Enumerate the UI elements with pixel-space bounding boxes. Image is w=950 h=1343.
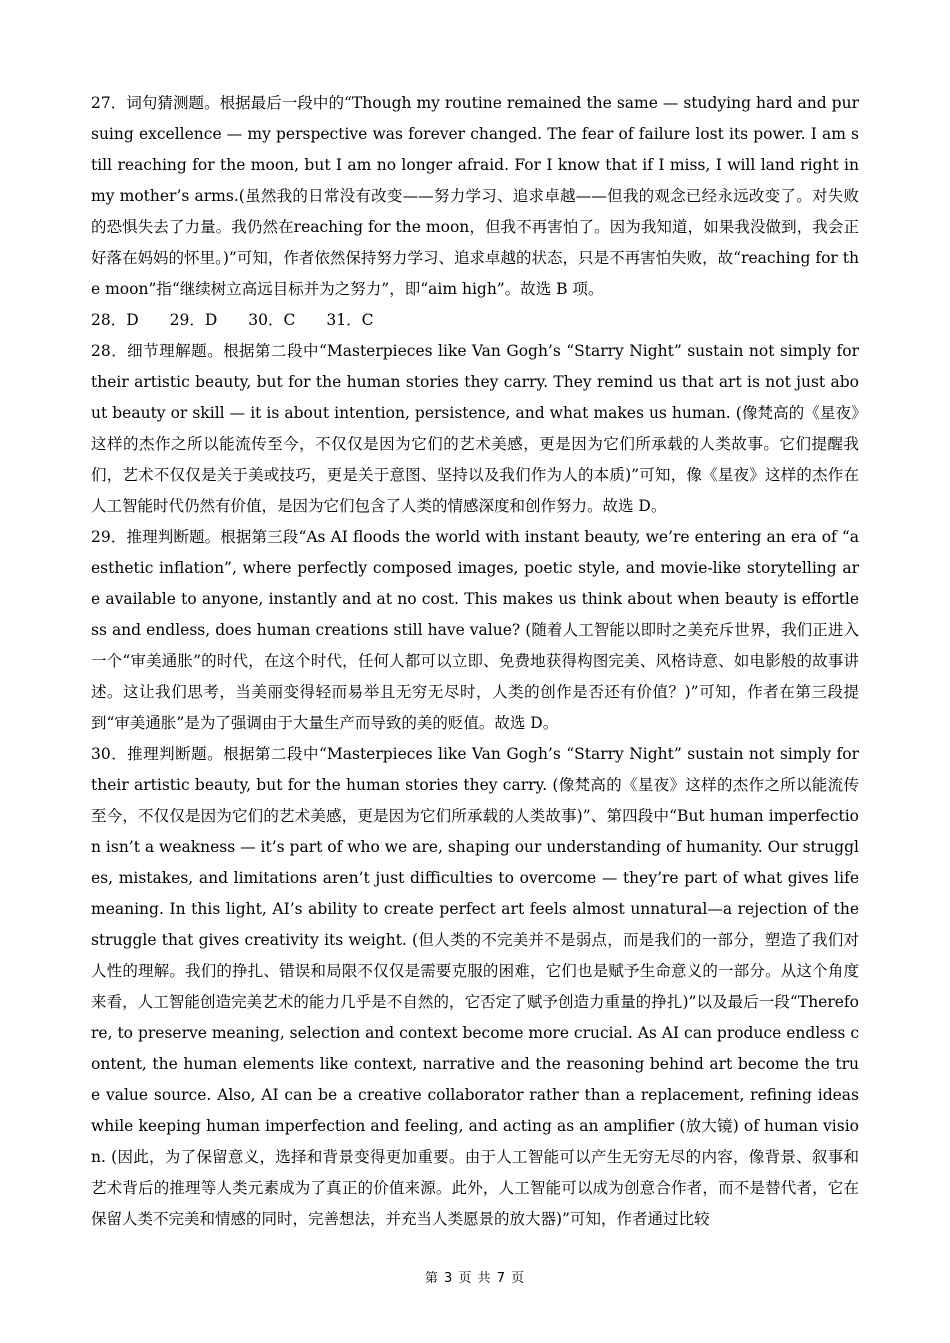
explanation-29: 29．推理判断题。根据第三段“As AI floods the world with instant beauty, we’re entering an era of “aesthetic inflation”, where perfectly composed images, poetic style, and movie-like storytelling are available to anyone, instantly and at no cost. This makes us think about when beauty is effortless and endless, does human creations still have value? (随着人工智能以即时之美充斥世界，我们正进入一个“审美通胀”的时代，在这个时代，任何人都可以立即、免费地获得构图完美、风格诗意、如电影般的故事讲述。这让我们思考，当美丽变得轻而易举且无穷无尽时，人类的创作是否还有价值？)”可知，作者在第三段提到“审美通胀”是为了强调由于大量生产而导致的美的贬值。故选 D。 bbox=[91, 528, 859, 732]
answer-key-28-31: 28．D 29．D 30．C 31．C bbox=[91, 311, 374, 329]
explanation-28: 28．细节理解题。根据第二段中“Masterpieces like Van Gogh’s “Starry Night” sustain not simply for their artistic beauty, but for the human stories they carry. They remind us that art is not just about beauty or skill — it is about intention, persistence, and what makes us human. (像梵高的《星夜》这样的杰作之所以能流传至今，不仅仅是因为它们的艺术美感，更是因为它们所承载的人类故事。它们提醒我们，艺术不仅仅是关于美或技巧，更是关于意图、坚持以及我们作为人的本质)”可知，像《星夜》这样的杰作在人工智能时代仍然有价值，是因为它们包含了人类的情感深度和创作努力。故选 D。 bbox=[91, 342, 859, 515]
page-number-footer: 第 3 页 共 7 页 bbox=[424, 1271, 526, 1286]
explanation-27: 27．词句猜测题。根据最后一段中的“Though my routine remained the same — studying hard and pursuing excellence — my perspective was forever changed. The fear of failure lost its power. I am still reaching for the moon, but I am no longer afraid. For I know that if I miss, I will land right in my mother’s arms.(虽然我的日常没有改变——努力学习、追求卓越——但我的观念已经永远改变了。对失败的恐惧失去了力量。我仍然在reaching for the moon，但我不再害怕了。因为我知道，如果我没做到，我会正好落在妈妈的怀里。)”可知，作者依然保持努力学习、追求卓越的状态，只是不再害怕失败，故“reaching for the moon”指“继续树立高远目标并为之努力”，即“aim high”。故选 B 项。 bbox=[91, 94, 859, 298]
document-body bbox=[91, 88, 859, 1235]
explanation-30: 30．推理判断题。根据第二段中“Masterpieces like Van Gogh’s “Starry Night” sustain not simply for their artistic beauty, but for the human stories they carry. (像梵高的《星夜》这样的杰作之所以能流传至今，不仅仅是因为它们的艺术美感，更是因为它们所承载的人类故事)”、第四段中“But human imperfection isn’t a weakness — it’s part of who we are, shaping our understanding of humanity. Our struggles, mistakes, and limitations aren’t just difficulties to overcome — they’re part of what gives life meaning. In this light, AI’s ability to create perfect art feels almost unnatural—a rejection of the struggle that gives creativity its weight. (但人类的不完美并不是弱点，而是我们的一部分，塑造了我们对人性的理解。我们的挣扎、错误和局限不仅仅是需要克服的困难，它们也是赋予生命意义的一部分。从这个角度来看，人工智能创造完美艺术的能力几乎是不自然的，它否定了赋予创造力重量的挣扎)”以及最后一段“Therefore, to preserve meaning, selection and context become more crucial. As AI can produce endless content, the human elements like context, narrative and the reasoning behind art become the true value source. Also, AI can be a creative collaborator rather than a replacement, refining ideas while keeping human imperfection and feeling, and acting as an amplifier (放大镜) of human vision. (因此，为了保留意义，选择和背景变得更加重要。由于人工智能可以产生无穷无尽的内容，像背景、叙事和艺术背后的推理等人类元素成为了真正的价值来源。此外，人工智能可以成为创意合作者，而不是替代者，它在保留人类不完美和情感的同时，完善想法，并充当人类愿景的放大器)”可知，作者通过比较 bbox=[91, 745, 859, 1228]
